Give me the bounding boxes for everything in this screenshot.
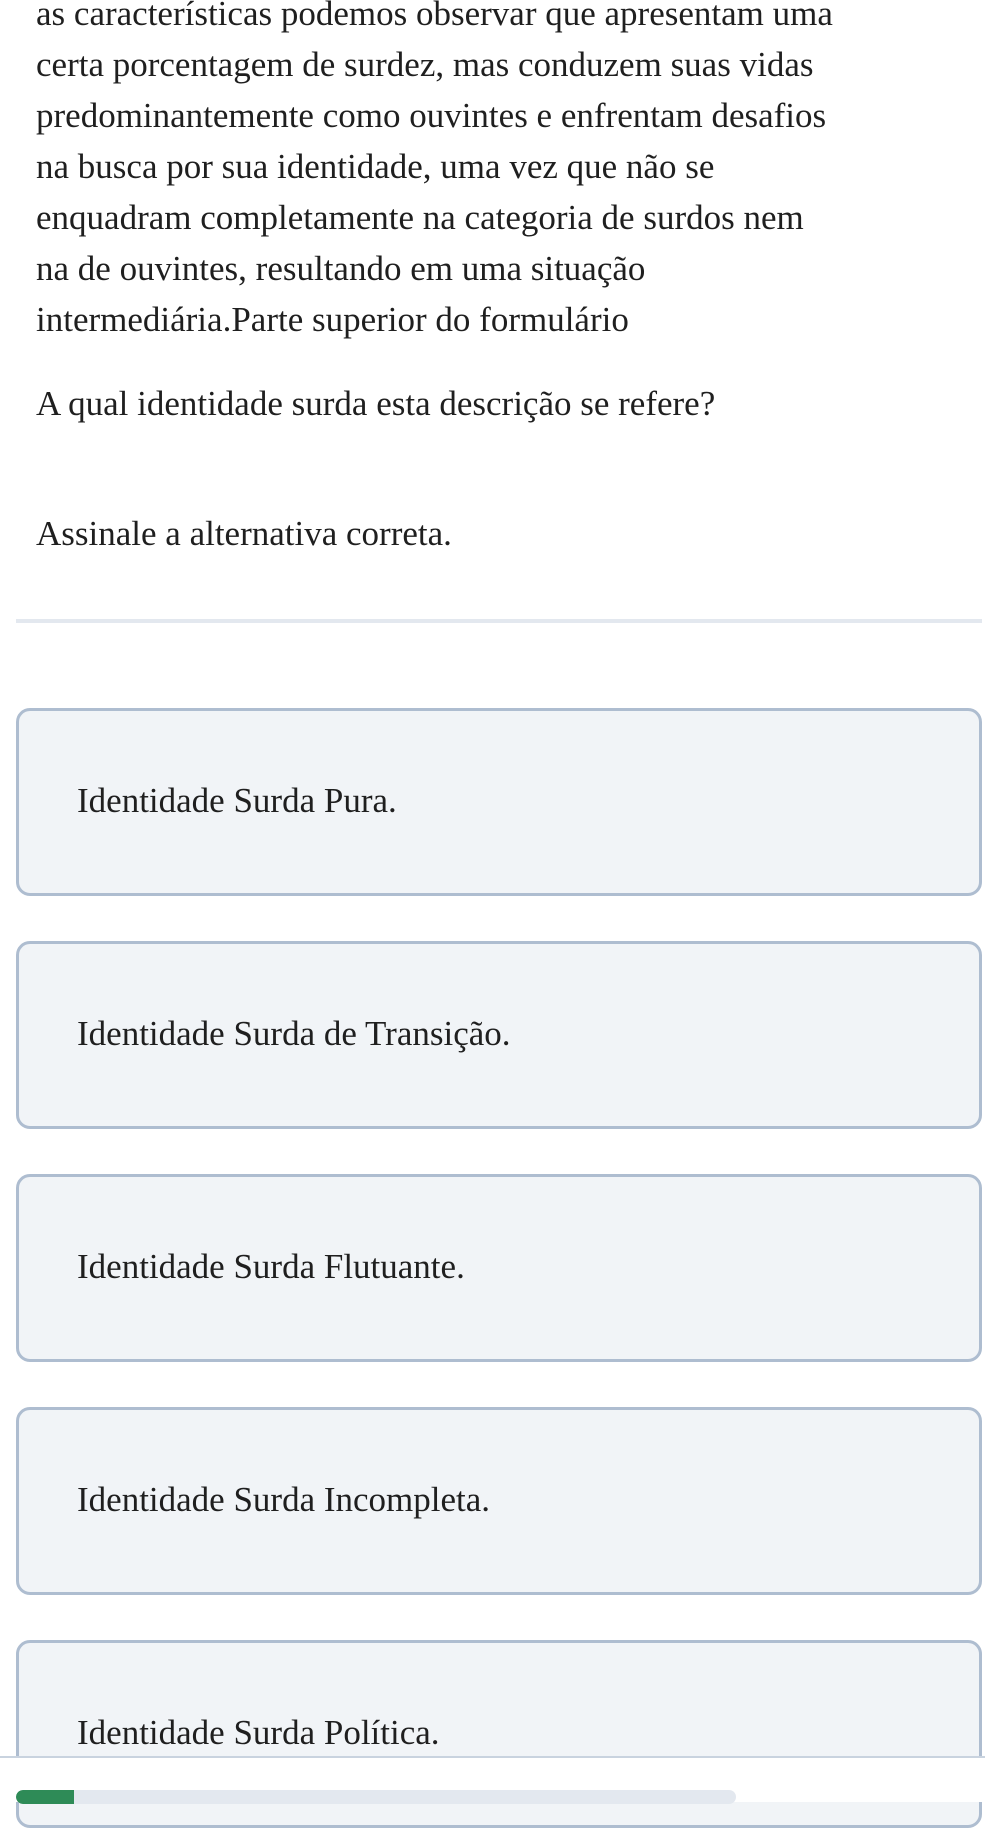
answer-option-c[interactable] <box>16 1174 982 1362</box>
question-prompt: A qual identidade surda esta descrição se refere? <box>36 384 716 423</box>
passage-line: predominantemente como ouvintes e enfrentam desafios <box>36 96 827 135</box>
answer-option-label: Identidade Surda Incompleta. <box>77 1480 491 1519</box>
answer-option-a[interactable] <box>16 708 982 896</box>
bottom-progress-bar <box>0 1756 985 1802</box>
passage-line: certa porcentagem de surdez, mas conduzem suas vidas <box>36 45 814 84</box>
passage-line: intermediária.Parte superior do formulário <box>36 300 629 339</box>
passage-line: enquadram completamente na categoria de surdos nem <box>36 198 804 237</box>
question-instruction: Assinale a alternativa correta. <box>36 514 452 553</box>
answer-option-d[interactable] <box>16 1407 982 1595</box>
answer-option-label: Identidade Surda Pura. <box>77 781 397 820</box>
section-divider <box>16 619 982 623</box>
question-passage <box>36 0 966 345</box>
progress-fill <box>16 1790 74 1804</box>
progress-track <box>16 1790 736 1804</box>
answer-option-label: Identidade Surda Política. <box>77 1713 440 1752</box>
answer-option-label: Identidade Surda de Transição. <box>77 1014 511 1053</box>
passage-line: na busca por sua identidade, uma vez que não se <box>36 147 715 186</box>
answer-option-b[interactable] <box>16 941 982 1129</box>
answer-option-label: Identidade Surda Flutuante. <box>77 1247 465 1286</box>
passage-line: as características podemos observar que apresentam uma <box>36 0 833 33</box>
passage-line: na de ouvintes, resultando em uma situação <box>36 249 646 288</box>
